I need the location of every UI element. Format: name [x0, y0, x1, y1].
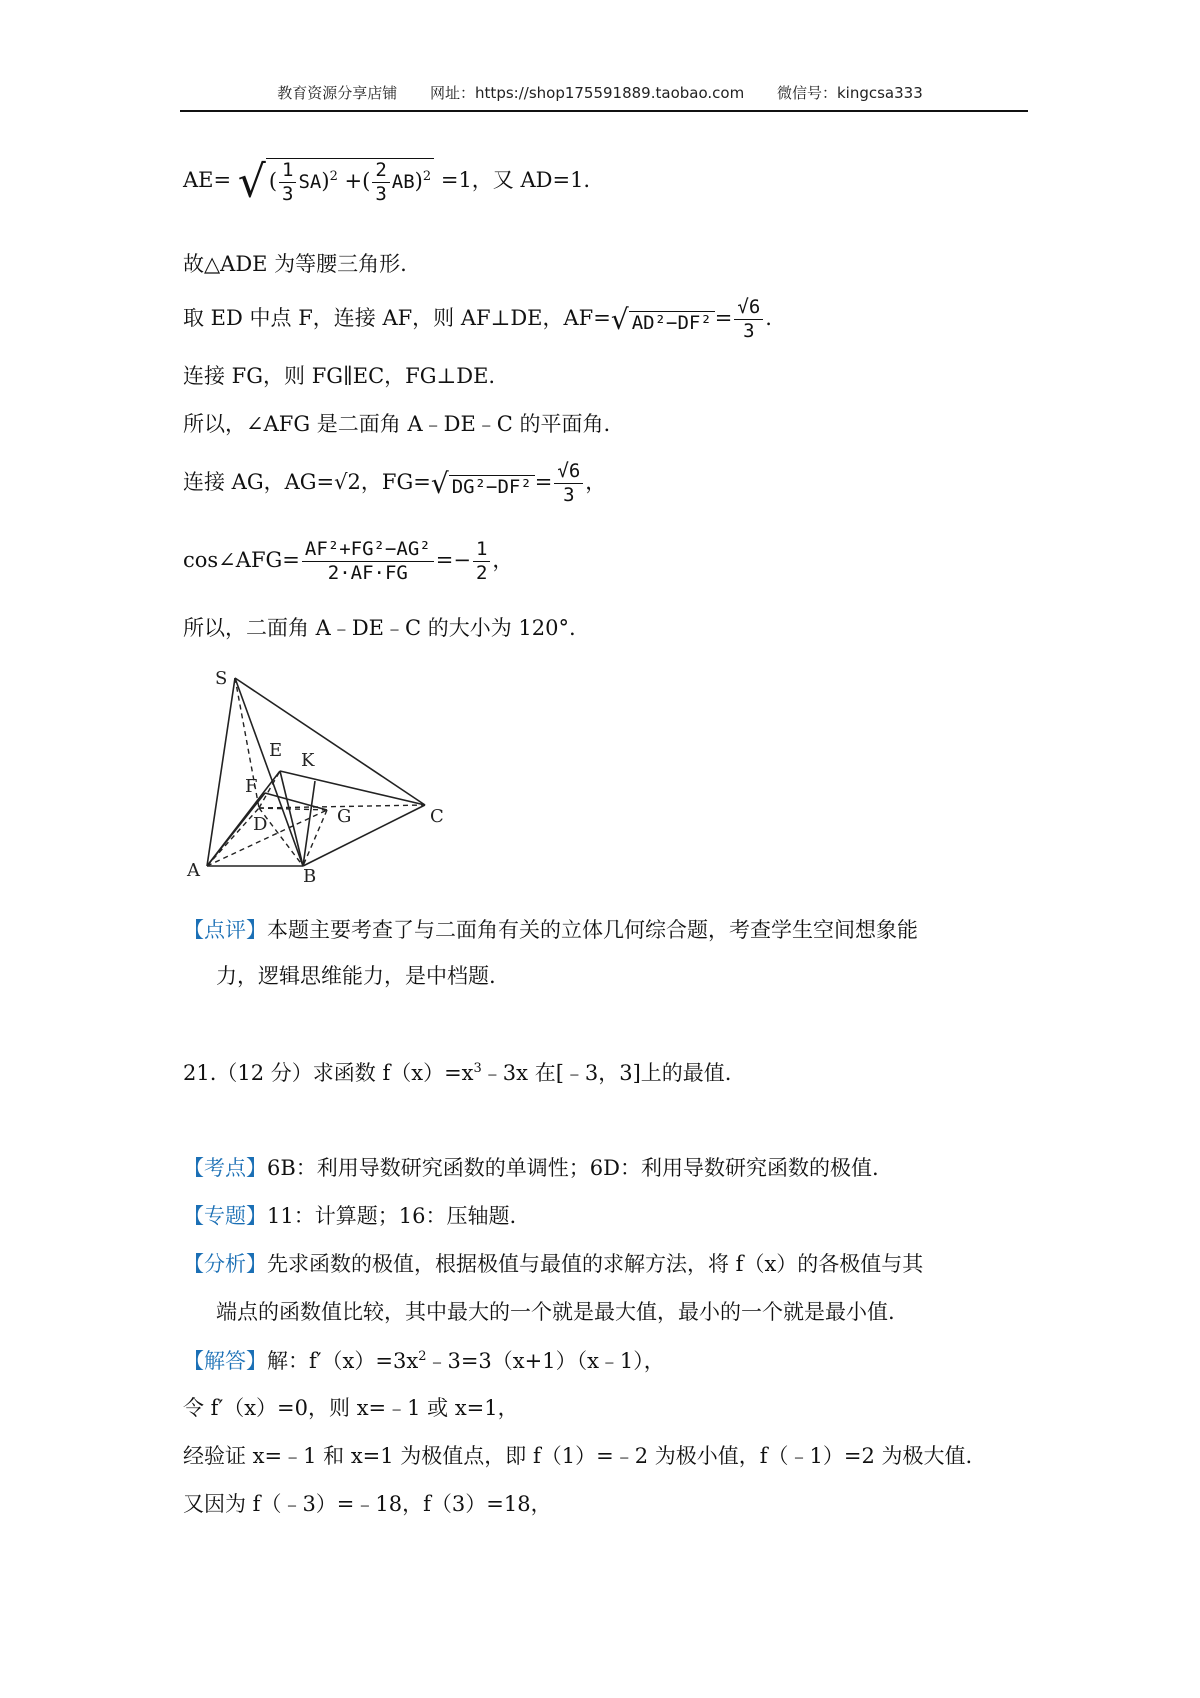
fenxi-tag: 【分析】	[183, 1252, 267, 1276]
fg-parallel-line: 连接 FG，则 FG∥EC，FG⊥DE.	[183, 364, 496, 388]
comment-line-2: 力，逻辑思维能力，是中档题.	[216, 964, 496, 988]
jieda-line-2: 令 f′（x）=0，则 x=﹣1 或 x=1，	[183, 1396, 519, 1420]
ae-frac2-num: 2	[372, 161, 389, 183]
kaodian-tag: 【考点】	[183, 1156, 267, 1180]
page-header	[0, 82, 1200, 103]
label-c: C	[430, 806, 444, 827]
fg-frac	[554, 462, 583, 505]
kaodian-line	[183, 1158, 879, 1179]
cos-num: AF²+FG²−AG²	[302, 540, 434, 562]
zhuanti-tag: 【专题】	[183, 1204, 267, 1228]
jieda-tag: 【解答】	[183, 1349, 267, 1373]
edge-ec	[280, 771, 425, 805]
cos-equation	[183, 540, 513, 583]
question-21	[183, 1062, 731, 1084]
edge-sa	[207, 678, 235, 866]
q21-exponent: 3	[473, 1061, 482, 1076]
kaodian-text: 6B：利用导数研究函数的单调性；6D：利用导数研究函数的极值.	[267, 1156, 879, 1180]
label-d: D	[253, 814, 268, 835]
fenxi-line-2: 端点的函数值比较，其中最大的一个就是最大值，最小的一个就是最小值.	[216, 1300, 895, 1324]
edge-sc	[235, 678, 425, 805]
fg-den: 3	[563, 484, 575, 506]
zhuanti-line	[183, 1206, 516, 1227]
label-e: E	[269, 740, 283, 761]
label-b: B	[303, 866, 317, 887]
plane-angle-line: 所以，∠AFG 是二面角 A﹣DE﹣C 的平面角.	[183, 412, 611, 436]
jieda-line-4: 又因为 f（﹣3）=﹣18，f（3）=18，	[183, 1492, 552, 1516]
fg-end: ，	[585, 470, 607, 494]
af-radicand: AD²−DF²	[629, 311, 715, 333]
fg-eq: =	[534, 470, 553, 494]
ae-frac2-var: AB	[391, 171, 415, 193]
af-sqrt: √ AD²−DF²	[611, 306, 715, 334]
af-end: .	[765, 306, 772, 330]
fenxi-text-1: 先求函数的极值，根据极值与最值的求解方法，将 f（x）的各极值与其	[267, 1252, 924, 1276]
wechat-id: 微信号：kingcsa333	[776, 84, 923, 102]
cos-eq: =−	[435, 548, 471, 572]
ae-sqrt: √( $\frac{1}{3}$ SA)$^2$ +( $\frac{2}{3}$ AB)$^2$	[238, 158, 434, 205]
jieda-text-1a: 解：f′（x）=3x	[267, 1349, 419, 1373]
af-num: √6	[734, 298, 763, 320]
cos-result-frac	[473, 540, 490, 583]
fg-prefix: ，FG=	[360, 470, 431, 494]
cos-prefix: cos∠AFG=	[183, 548, 300, 572]
pyramid-figure	[185, 668, 445, 890]
shop-name: 教育资源分享店铺	[277, 84, 398, 102]
jieda-exponent: 2	[418, 1349, 427, 1364]
ag-value: √2	[334, 470, 361, 494]
jieda-text-1b: ﹣3=3（x+1）（x﹣1），	[426, 1349, 665, 1373]
af-frac	[734, 298, 763, 341]
q21-suffix: ﹣3x 在[﹣3，3]上的最值.	[481, 1061, 732, 1085]
cos-frac	[302, 540, 434, 583]
af-den: 3	[743, 320, 755, 342]
ag-prefix: 连接 AG，AG=	[183, 470, 335, 494]
comment-line-1	[183, 920, 918, 941]
af-equation	[183, 298, 772, 341]
ae-equation	[183, 156, 591, 208]
jieda-line-3: 经验证 x=﹣1 和 x=1 为极值点，即 f（1）=﹣2 为极小值，f（﹣1）=2 为极大值.	[183, 1444, 973, 1468]
cos-den: 2·AF·FG	[327, 562, 408, 584]
edge-de	[259, 771, 280, 808]
label-g: G	[337, 806, 352, 827]
cos-result-num: 1	[473, 540, 490, 562]
edge-bc	[303, 805, 425, 866]
fg-num: √6	[554, 462, 583, 484]
isosceles-line: 故△ADE 为等腰三角形.	[183, 252, 407, 276]
ae-frac1-var: SA	[298, 171, 322, 193]
comment-text-1: 本题主要考查了与二面角有关的立体几何综合题，考查学生空间想象能	[267, 918, 918, 942]
header-rule	[180, 110, 1028, 112]
ae-frac2-den: 3	[375, 183, 387, 205]
label-k: K	[301, 750, 315, 771]
edge-sb	[235, 678, 303, 866]
ae-frac1-den: 3	[282, 183, 294, 205]
jieda-line-1	[183, 1350, 665, 1372]
zhuanti-text: 11：计算题；16：压轴题.	[267, 1204, 517, 1228]
result-line: 所以，二面角 A﹣DE﹣C 的大小为 120°.	[183, 616, 576, 640]
cos-result-den: 2	[475, 562, 488, 584]
edge-dg	[259, 808, 327, 810]
shop-url: 网址：https://shop175591889.taobao.com	[430, 84, 745, 102]
ae-suffix: =1，又 AD=1.	[440, 167, 591, 192]
ae-prefix: AE=	[183, 167, 232, 192]
comment-tag: 【点评】	[183, 918, 267, 942]
af-eq: =	[714, 306, 733, 330]
fg-sqrt: √ DG²−DF²	[431, 470, 535, 498]
label-a: A	[187, 860, 200, 881]
label-s: S	[215, 668, 228, 689]
label-f: F	[245, 776, 258, 797]
fenxi-line-1	[183, 1254, 923, 1275]
af-prefix: 取 ED 中点 F，连接 AF，则 AF⊥DE，AF=	[183, 306, 611, 330]
cos-end: ，	[492, 548, 514, 572]
ag-fg-equation	[183, 462, 606, 505]
ae-frac1-num: 1	[279, 161, 296, 183]
q21-prefix: 21.（12 分）求函数 f（x）=x	[183, 1061, 474, 1085]
fg-radicand: DG²−DF²	[449, 475, 535, 497]
